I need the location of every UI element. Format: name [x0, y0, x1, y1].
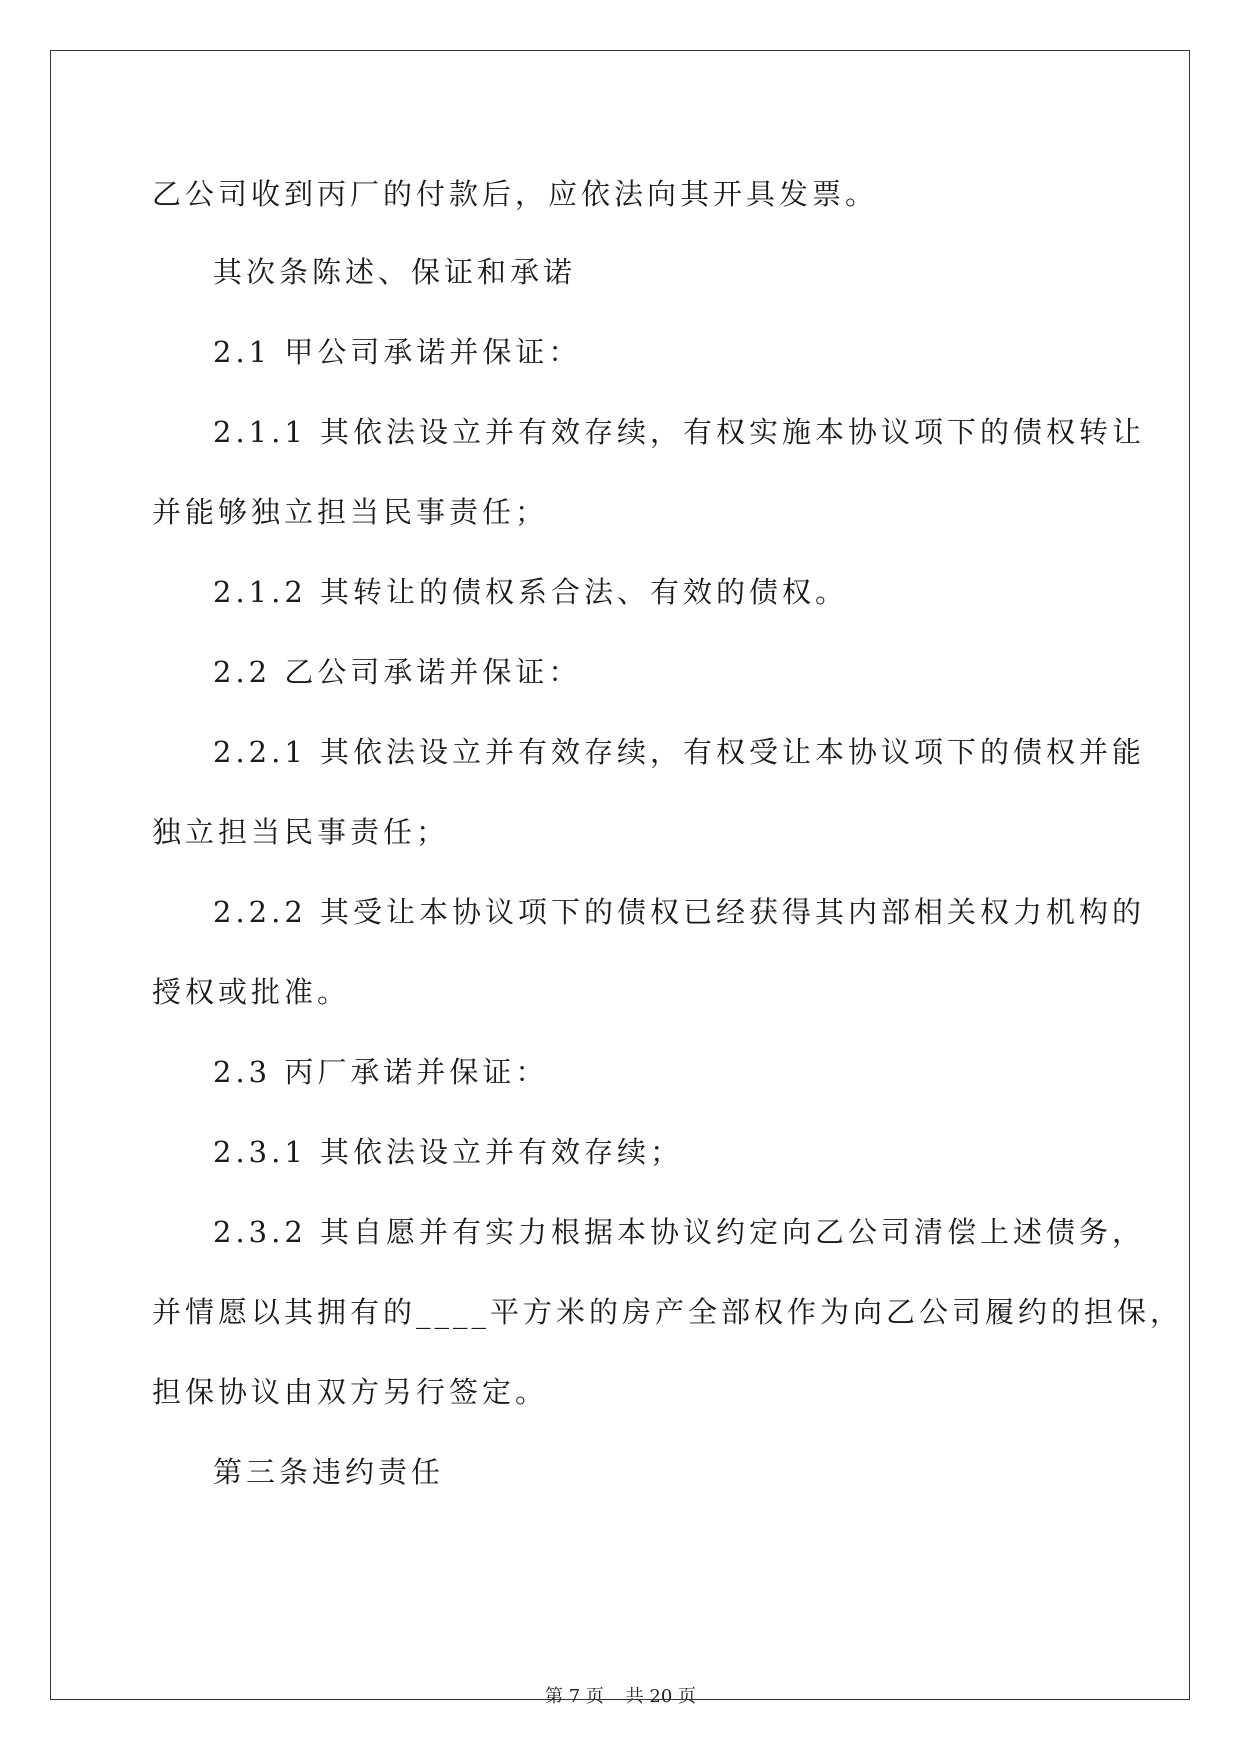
page-number: 第 7 页: [545, 1686, 604, 1707]
paragraph-line: 并能够独立担当民事责任；: [152, 495, 549, 529]
paragraph-line: 2.1.1 其依法设立并有效存续，有权实施本协议项下的债权转让: [213, 415, 1146, 449]
clause-heading: 2.1 甲公司承诺并保证：: [213, 335, 582, 369]
paragraph-line: 独立担当民事责任；: [152, 815, 450, 849]
paragraph-line: 乙公司收到丙厂的付款后，应依法向其开具发票。: [152, 177, 879, 211]
paragraph-line: 2.3.1 其依法设立并有效存续；: [213, 1135, 684, 1169]
page-total: 共 20 页: [625, 1686, 696, 1707]
paragraph-line: 2.2.1 其依法设立并有效存续，有权受让本协议项下的债权并能: [213, 735, 1146, 769]
page-footer: [0, 1685, 1241, 1709]
paragraph-line: 授权或批准。: [152, 975, 351, 1009]
paragraph-line: 2.3.2 其自愿并有实力根据本协议约定向乙公司清偿上述债务，: [213, 1215, 1146, 1249]
clause-heading: 2.3 丙厂承诺并保证：: [213, 1055, 549, 1089]
paragraph-line: 担保协议由双方另行签定。: [152, 1375, 549, 1409]
section-heading: 第三条违约责任: [213, 1455, 445, 1489]
section-heading: 其次条陈述、保证和承诺: [213, 255, 577, 289]
paragraph-line: 2.2.2 其受让本协议项下的债权已经获得其内部相关权力机构的: [213, 895, 1146, 929]
paragraph-line: 并情愿以其拥有的____平方米的房产全部权作为向乙公司履约的担保，: [152, 1295, 1184, 1329]
clause-heading: 2.2 乙公司承诺并保证：: [213, 655, 582, 689]
paragraph-line: 2.1.2 其转让的债权系合法、有效的债权。: [213, 575, 849, 609]
